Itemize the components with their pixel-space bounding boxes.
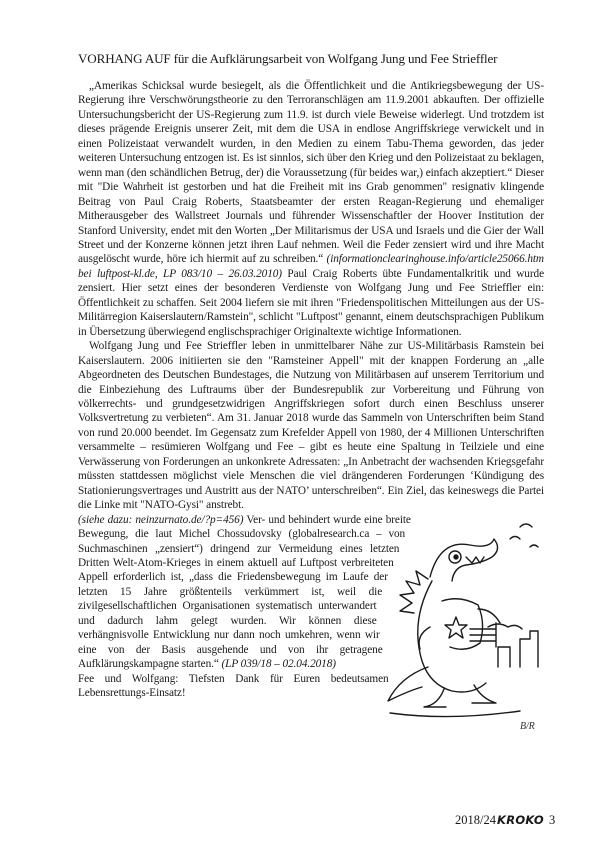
article-body xyxy=(78,79,544,737)
paragraph-2: Wolfgang Jung und Fee Strieffler leben in unmittelbarer Nähe zur US-Militärbasis Ramstein bei Kaiserslautern. 2006 initiierten sie den "Ramsteiner Appell" mit der knappen Forderung an „alle Abgeordneten des Deutschen Bundestages, die Nutzung von Militärbasen auf unserem Territorium und die Einbeziehung des Luftraums über der Bundesrepublik zur Vorbereitung und Führung von völkerrechts- und grundgesetzwidrigen Angriffskriegen sofort durch einen Beschluss unserer Volksvertretung zu verbieten“. Am 31. Januar 2018 wurde das Sammeln von Unterschriften beim Stand von rund 20.000 beendet. Im Gegensatz zum Krefelder Appell von 1980, der 4 Millionen Unterschriften versammelte – resümieren Wolfgang und Fee – gibt es heute eine Spaltung in Teilziele und eine Verwässerung von Forderungen an unkonkrete Adressaten: „In Anbetracht der wachsenden Kriegsgefahr müssten stattdessen möglichst viele Menschen die viel drängenderen Forderungen ‘Kündigung des Stationierungsvertrages und Austritt aus der NATO’ unterschreiben“. Ein Ziel, das keineswegs die Partei die Linke mit "NATO-Gysi" anstrebt. xyxy=(78,340,544,512)
magazine-brand: KROKO xyxy=(496,813,544,827)
source-citation-3: (LP 039/18 – 02.04.2018) xyxy=(221,658,336,671)
artist-signature: B/R xyxy=(520,720,535,732)
paragraph-1-continued: Paul Craig Roberts übte Fundamentalkritik und wurde zensiert. Hier setzt eines der besonderen Verdienste von Wolfgang Jung und Fee Strieffler ein: Öffentlichkeit zu schaffen. Seit 2004 liefern sie mit ihren "Friedenspolitischen Mitteilungen aus der US-Militärregion Kaiserslautern/Ramstein", schlicht "Luftpost" genannt, einem deutschsprachigen Publikum in Übersetzung überwiegend englischsprachiger Originaltexte wichtige Informationen. xyxy=(78,267,544,338)
source-citation-2: (siehe dazu: neinzurnato.de/?p=456) xyxy=(78,513,244,526)
paragraph-3-text: Ver- und behindert wurde eine breite Bewegung, die laut Michel Chossudovsky (globalresearch.ca – von Suchmaschinen „zensiert“) dringend zur Vermeidung eines letzten Dritten Welt-Atom-Krieges in einem aktuell auf Luftpost verbreiteten Appell erforderlich ist, „dass die Friedensbewegung im Laufe der letzten 15 Jahre größtenteils verkümmert ist, weil die zivilgesellschaftlichen Organisationen systematisch unterwandert und dadurch lahm gelegt wurden. Wir können diese verhängnisvolle Entwicklung nur dann noch umkehren, wenn wir eine von der Basis ausgehende und von ihr getragene Aufklärungskampagne starten.“ xyxy=(78,513,411,671)
page-number: 3 xyxy=(548,813,556,827)
closing-line: Fee und Wolfgang: Tiefsten Dank für Euren bedeutsamen Lebensrettungs-Einsatz! xyxy=(78,672,389,700)
article-title: VORHANG AUF für die Aufklärungsarbeit von Wolfgang Jung und Fee Strieffler xyxy=(78,51,498,66)
paragraph-1-text: „Amerikas Schicksal wurde besiegelt, als die Öffentlichkeit und die Antikriegsbewegung der US-Regierung ihre Verschwörungstheorie zu den Terroranschlägen am 11.9.2001 abkauften. Der offizielle Untersuchungsbericht der US-Regierung zum 11.9. ist durch viele Beweise widerlegt. Und trotzdem ist dieses prägende Ereignis unserer Zeit, mit dem die USA in endlose Angriffskriege verwickelt und in einen Polizeistaat verwandelt wurden, in den Medien zu einem Tabu-Thema geworden, das jeder weiteren Untersuchung entzogen ist. Es ist sinnlos, sich über den Krieg und den Polizeistaat zu beklagen, wenn man (den schändlichen Betrug, der) die Voraussetzung (für beides war,) einfach akzeptiert.“ Dieser mit "Die Wahrheit ist gestorben und hat die Freiheit mit ins Grab genommen" resignativ klingende Beitrag von Paul Craig Roberts, Staatsbeamter der ersten Reagan-Regierung und ehemaliger Mitherausgeber des Wallstreet Journals und führender Wissenschaftler der Hoover Institution der Stanford University, endet mit den Worten „Der Militarismus der USA und Israels und die Gier der Wall Street und der Konzerne können jetzt ihren Lauf nehmen. Weil die Feder zensiert wird und ihre Macht ausgelöscht wurde, höre ich hiermit auf zu schreiben.“ xyxy=(78,80,544,266)
page-footer xyxy=(455,813,555,828)
paragraph-1 xyxy=(78,79,544,339)
issue-number: 2018/24 xyxy=(455,813,496,827)
source-citation-1: (informationclearinghouse.info/article25066.htm bei luftpost-kl.de, LP 083/10 – 26.03.2010) xyxy=(78,253,544,280)
